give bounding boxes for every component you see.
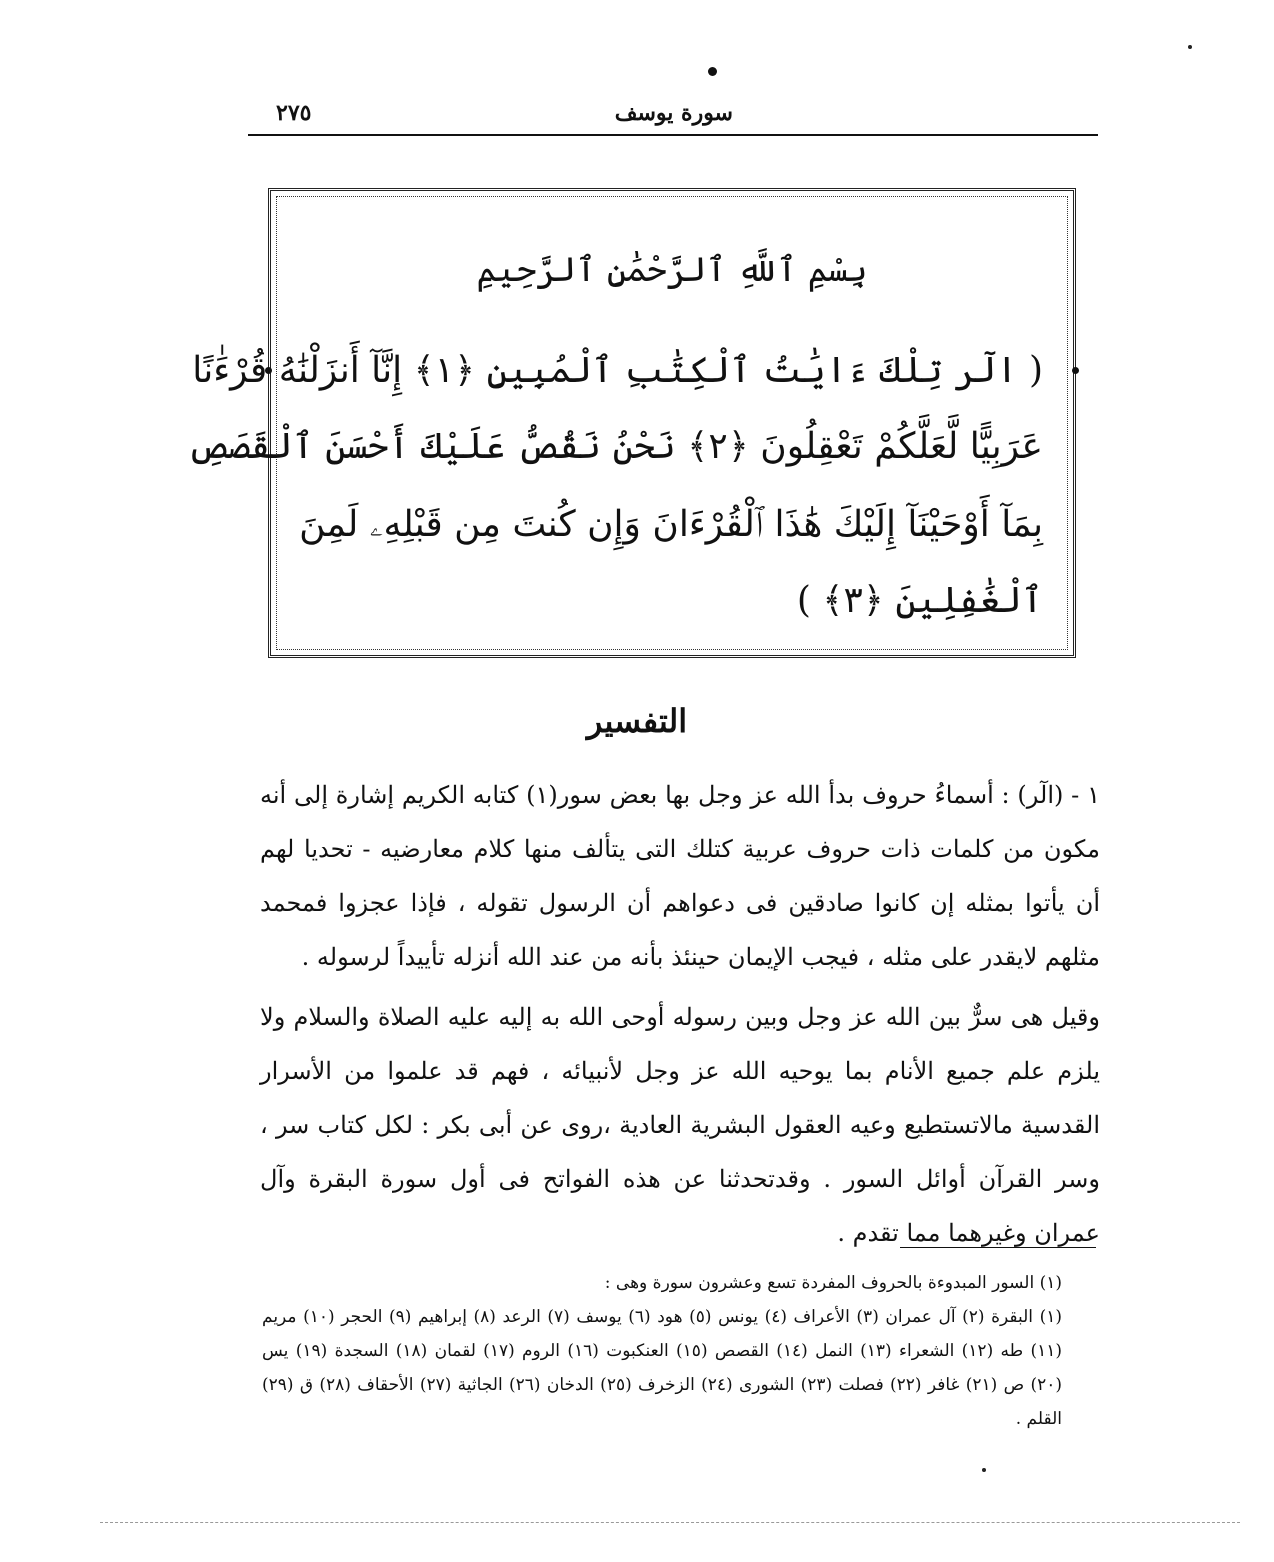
footnote-rule bbox=[900, 1247, 1096, 1248]
header-rule bbox=[248, 134, 1098, 136]
footnote-heading: (١) السور المبدوءة بالحروف المفردة تسع وعشرون سورة وهى : bbox=[604, 1273, 1062, 1293]
ayah-line: ٱلْغَٰفِلِينَ ﴿٣﴾ ) bbox=[796, 580, 1043, 621]
ink-speck bbox=[982, 1468, 986, 1472]
ayah-line: عَرَبِيًّا لَّعَلَّكُمْ تَعْقِلُونَ ﴿٢﴾ نَحْنُ نَقُصُّ عَلَيْكَ أَحْسَنَ ٱلْقَصَصِ bbox=[187, 426, 1043, 467]
scan-edge-line bbox=[100, 1522, 1240, 1523]
ayah-line: بِمَآ أَوْحَيْنَآ إِلَيْكَ هَٰذَا ٱلْقُرْءَانَ وَإِن كُنتَ مِن قَبْلِهِۦ لَمِنَ bbox=[299, 504, 1043, 545]
tafsir-paragraph-2 bbox=[260, 990, 1100, 1260]
header-ink-dot bbox=[708, 67, 717, 76]
tafsir-paragraph-1 bbox=[260, 768, 1100, 984]
tafsir-heading: التفسير bbox=[586, 702, 688, 740]
ink-speck bbox=[1188, 45, 1192, 49]
footnotes bbox=[262, 1266, 1102, 1436]
footnote-surah-list: (١) البقرة (٢) آل عمران (٣) الأعراف (٤) يونس (٥) هود (٦) يوسف (٧) الرعد (٨) إبراهيم (٩) الحجر (١٠) مريم (١١) طه (١٢) الشعراء (١٣) النمل (١٤) القصص (١٥) العنكبوت (١٦) الروم (١٧) لقمان (١٨) السجدة (١٩) يس (٢٠) ص (٢١) غافر (٢٢) فصلت (٢٣) الشورى (٢٤) الزخرف (٢٥) الدخان (٢٦) الجاثية (٢٧) الأحقاف (٢٨) ق (٢٩) القلم . bbox=[262, 1307, 1063, 1429]
basmala: بِسْمِ ٱللَّهِ ٱلرَّحْمَٰنِ ٱلرَّحِيمِ bbox=[476, 250, 868, 290]
paragraph-text: ١ - (الٓر) : أسماءُ حروف بدأ الله عز وجل بها بعض سور(١) كتابه الكريم إشارة إلى أنه مكون من كلمات ذات حروف عربية كتلك التى يتألف منها كلام معارضيه - تحديا لهم أن يأتوا بمثله إن كانوا صادقين فى دعواهم أن الرسول تقوله ، فإذا عجزوا فمحمد مثلهم لايقدر على مثله ، فيجب الإيمان حينئذ بأنه من عند الله أنزله تأييداً لرسوله . bbox=[260, 781, 1100, 971]
surah-title: سورة يوسف bbox=[614, 100, 733, 126]
frame-ornament bbox=[1072, 367, 1079, 374]
ayah-line: ( الٓر تِلْكَ ءَايَٰتُ ٱلْكِتَٰبِ ٱلْمُبِينِ ﴿١﴾ إِنَّآ أَنزَلْنَٰهُ قُرْءَٰنًا bbox=[192, 350, 1043, 391]
quran-frame bbox=[187, 188, 1076, 658]
paragraph-text: وقيل هى سرٌّ بين الله عز وجل وبين رسوله أوحى الله به إليه عليه الصلاة والسلام ولا يلزم علم جميع الأنام بما يوحيه الله عز وجل لأنبيائه ، فهم قد علموا من الأسرار القدسية مالاتستطيع وعيه العقول البشرية العادية ،روى عن أبى بكر : لكل كتاب سر ، وسر القرآن أوائل السور . وقدتحدثنا عن هذه الفواتح فى أول سورة البقرة وآل عمران وغيرهما مما تقدم . bbox=[260, 1003, 1100, 1247]
page-number: ٢٧٥ bbox=[276, 100, 312, 126]
page-header bbox=[248, 92, 1098, 132]
